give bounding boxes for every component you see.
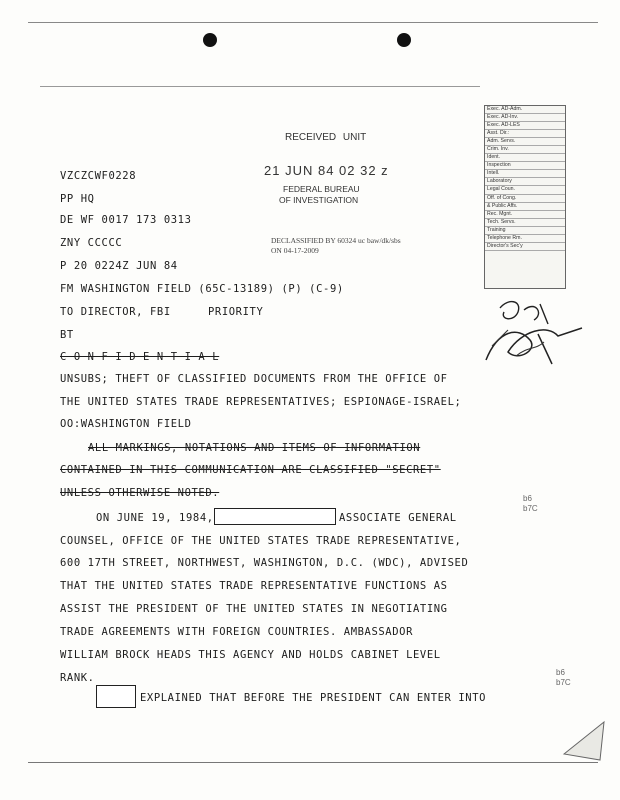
- routing-slip-entry: Intell.: [485, 170, 565, 178]
- to-line: TO DIRECTOR, FBI: [60, 306, 171, 318]
- routing-slip-entry: Crim. Inv.: [485, 146, 565, 154]
- date-time-group: P 20 0224Z JUN 84: [60, 260, 178, 272]
- agency-line-1: FEDERAL BUREAU: [283, 184, 360, 194]
- subject-line-1: UNSUBS; THEFT OF CLASSIFIED DOCUMENTS FROM THE OFFICE OF: [60, 373, 448, 385]
- exemption-b7c-first: b7C: [523, 504, 538, 513]
- body-line-5: ASSIST THE PRESIDENT OF THE UNITED STATES IN NEGOTIATING: [60, 603, 448, 615]
- handwritten-initials-signature: [478, 290, 588, 370]
- redaction-box-name: [214, 508, 336, 525]
- body-line-1-end: ASSOCIATE GENERAL: [339, 512, 457, 524]
- punch-hole-left: [203, 33, 217, 47]
- body-line-8: RANK.: [60, 672, 95, 684]
- routing-slip-entry: Adm. Servs.: [485, 138, 565, 146]
- upper-rule: [40, 86, 480, 87]
- routing-slip-entry: Laboratory: [485, 178, 565, 186]
- classification-line: C O N F I D E N T I A L: [60, 351, 220, 363]
- routing-slip-entry: Inspection: [485, 162, 565, 170]
- station-line: DE WF 0017 173 0313: [60, 214, 192, 226]
- routing-slip-entry: Asst. Dir.:: [485, 130, 565, 138]
- routing-slip-entry: Off. of Cong.: [485, 195, 565, 203]
- exemption-b6-first: b6: [523, 494, 532, 503]
- routing-slip-entry: Ident.: [485, 154, 565, 162]
- agency-line-2: OF INVESTIGATION: [279, 195, 359, 205]
- date-stamp: 21 JUN 84 02 32 z: [264, 163, 389, 178]
- redaction-box-short: [96, 685, 136, 708]
- priority-label: PRIORITY: [208, 306, 264, 318]
- exemption-b6-second: b6: [556, 668, 565, 677]
- unit-label: UNIT: [342, 132, 367, 143]
- from-line: FM WASHINGTON FIELD (65C-13189) (P) (C-9): [60, 283, 344, 295]
- routing-slip-entry: Director's Sec'y: [485, 243, 565, 251]
- routing-slip-entry: Exec. AD-LES: [485, 122, 565, 130]
- precedence: PP HQ: [60, 193, 95, 205]
- routing-slip-entry: Training: [485, 227, 565, 235]
- body-line-3: 600 17TH STREET, NORTHWEST, WASHINGTON, D.C. (WDC), ADVISED: [60, 557, 469, 569]
- routing-slip-entry: Exec. AD-Inv.: [485, 114, 565, 122]
- subject-line-2: THE UNITED STATES TRADE REPRESENTATIVES; ESPIONAGE-ISRAEL;: [60, 396, 462, 408]
- top-rule: [28, 22, 598, 23]
- punch-hole-right: [397, 33, 411, 47]
- routing-slip-entry: Rec. Mgnt.: [485, 211, 565, 219]
- body-line-6: TRADE AGREEMENTS WITH FOREIGN COUNTRIES. AMBASSADOR: [60, 626, 413, 638]
- subject-line-3: OO:WASHINGTON FIELD: [60, 418, 192, 430]
- body-last-line: EXPLAINED THAT BEFORE THE PRESIDENT CAN ENTER INTO: [140, 692, 487, 704]
- routing-slip-entry: Telephone Rm.: [485, 235, 565, 243]
- markings-line-2: CONTAINED IN THIS COMMUNICATION ARE CLASSIFIED "SECRET": [60, 464, 441, 476]
- routing-slip-entry: Exec. AD-Adm.: [485, 106, 565, 114]
- body-line-7: WILLIAM BROCK HEADS THIS AGENCY AND HOLDS CABINET LEVEL: [60, 649, 441, 661]
- declassified-line-2: ON 04-17-2009: [271, 246, 319, 255]
- routing-code: VZCZCWF0228: [60, 170, 137, 182]
- routing-slip-entry: & Public Affs.: [485, 203, 565, 211]
- exemption-b7c-second: b7C: [556, 678, 571, 687]
- declassified-line-1: DECLASSIFIED BY 60324 uc baw/dk/sbs: [271, 236, 401, 245]
- zny-line: ZNY CCCCC: [60, 237, 123, 249]
- body-line-2: COUNSEL, OFFICE OF THE UNITED STATES TRADE REPRESENTATIVE,: [60, 535, 462, 547]
- markings-line-3: UNLESS OTHERWISE NOTED.: [60, 487, 220, 499]
- body-line-4: THAT THE UNITED STATES TRADE REPRESENTATIVE FUNCTIONS AS: [60, 580, 448, 592]
- received-stamp: [285, 132, 366, 143]
- received-label: RECEIVED: [285, 132, 337, 143]
- routing-slip: [484, 105, 566, 289]
- bt-line: BT: [60, 329, 74, 341]
- routing-slip-entry: Tech. Servs.: [485, 219, 565, 227]
- bottom-rule: [28, 762, 598, 763]
- routing-slip-entry: Legal Coun.: [485, 186, 565, 194]
- markings-line-1: ALL MARKINGS, NOTATIONS AND ITEMS OF INFORMATION: [88, 442, 421, 454]
- page-corner-fold: [560, 716, 610, 766]
- body-line-1-start: ON JUNE 19, 1984,: [96, 512, 214, 524]
